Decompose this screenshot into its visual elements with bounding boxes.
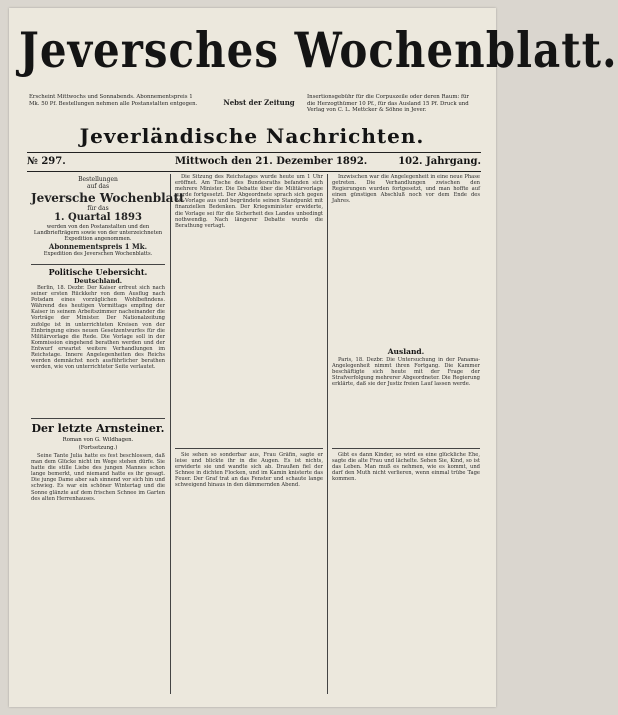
masthead-right-notice: Insertionsgebühr für die Corpuszeile oder deren Raum: für die Herzogthümer 10 Pf., für das Ausland 15 Pf. Druck und Verlag von C. L. Mettcker & Söhne in Jever.: [307, 94, 470, 114]
right-column-bottom: [332, 452, 480, 692]
rule-middle: [175, 448, 323, 449]
politics-paragraph: Berlin, 18. Dezbr. Der Kaiser erfreut sich nach seiner ersten Rückkehr von dem Ausflug nach Potsdam eines vorzüglichen Wohlbefindens. Während des heutigen Vormittags empfing der Kaiser in seinem Arbeitszimmer nacheinander die Vorträge der Minister. Der Nationalzeitung zufolge ist in unterrichteten Kreisen von der Einbringung eines neuen Gesetzentwurfes für die Militärvorlage die Rede. Die Vorlage soll in der Kommission eingehend berathen werden und der Entwurf erwartet weitere Verhandlungen im Reichstage. Innere Angelegenheiten des Reichs werden demnächst noch ausführlicher berathen werden, wie von unterrichteter Seite verlautet.: [31, 285, 165, 371]
feuilleton-author: Roman von G. Wildhagen.: [62, 437, 134, 443]
subscription-line1: Bestellungen: [78, 176, 118, 183]
masthead-left-notice: Erscheint Mittwochs und Sonnabends. Abonnementspreis 1 Mk. 50 Pf. Bestellungen nehmen alle Postanstalten entgegen.: [29, 94, 198, 107]
subscription-title: Jeversche Wochenblatt: [31, 191, 185, 205]
right-column-top: [332, 174, 480, 344]
foreign-paragraph: Paris, 18. Dezbr. Die Untersuchung in der Panama-Angelegenheit nimmt ihren Fortgang. Die Kammer beschäftigte sich heute mit der Frage der Strafverfolgung mehrerer Abgeordneter. Die Regierung erklärte, daß sie der Justiz freien Lauf lassen werde.: [332, 357, 480, 388]
rule-right: [332, 448, 480, 449]
issue-number: № 297.: [27, 156, 66, 167]
column-divider-1: [170, 174, 171, 694]
right-bottom-paragraph: Gibt es dann Kinder, so wird es eine glückliche Ehe, sagte die alte Frau und lächelte. Sehen Sie, Kind, so ist das Leben. Man muß es nehmen, wie es kommt, und darf den Muth nicht verlieren, wenn einmal trübe Tage kommen.: [332, 452, 480, 483]
subscription-line3: für das: [87, 205, 109, 212]
newspaper-page: [9, 8, 618, 707]
middle-column-bottom: [175, 452, 323, 692]
masthead-subtitle: Jeverländische Nachrichten.: [79, 124, 425, 148]
middle-column-top: [175, 174, 323, 444]
right-column-foreign: [332, 357, 480, 445]
masthead-center-notice: Nebst der Zeitung: [223, 98, 295, 107]
rule-feuilleton: [31, 418, 165, 419]
subscription-line2: auf das: [86, 183, 110, 190]
subscription-quarter: 1. Quartal 1893: [54, 212, 142, 223]
subscription-box: [31, 174, 185, 262]
politics-heading: Politische Uebersicht.: [48, 267, 148, 277]
rule-top: [27, 152, 481, 153]
issue-bar: [27, 156, 481, 170]
feuilleton-text-left: [31, 453, 165, 691]
rule-bottom: [27, 171, 481, 172]
middle-top-paragraph: Die Sitzung des Reichstages wurde heute um 1 Uhr eröffnet. Am Tische des Bundesraths befanden sich mehrere Minister. Die Debatte über die Militärvorlage wurde fortgesetzt. Der Abgeordnete sprach sich gegen die Vorlage aus und begründete seinen Standpunkt mit finanziellen Bedenken. Der Kriegsminister erwiderte, die Vorlage sei für die Sicherheit des Landes unbedingt nothwendig. Nach längerer Debatte wurde die Berathung vertagt.: [175, 174, 323, 229]
subscription-price: Abonnementspreis 1 Mk.: [48, 242, 148, 251]
issue-year: 102. Jahrgang.: [398, 156, 481, 167]
feuilleton-continuation: (Fortsetzung.): [78, 445, 118, 451]
subscription-footer: Expedition des Jeverschen Wochenblatts.: [43, 251, 153, 257]
column-divider-2: [327, 174, 328, 694]
feuilleton-paragraph: Seine Tante Julia hatte es fest beschlossen, daß man dem Glücke nicht im Wege stehen dürfe. Sie hatte die stille Liebe des jungen Mannes schon lange bemerkt, und niemand hatte es ihr gesagt. Die junge Dame aber sah sinnend vor sich hin und schwieg. Es war ein schöner Wintertag und die Sonne glänzte auf dem frischen Schnee im Garten des alten Herrenhauses.: [31, 453, 165, 502]
right-top-paragraph: Inzwischen war die Angelegenheit in eine neue Phase getreten. Die Verhandlungen zwischen den Regierungen wurden fortgesetzt, und man hoffte auf einen günstigen Abschluß noch vor dem Ende des Jahres.: [332, 174, 480, 205]
masthead-title: Jeversches Wochenblatt.: [19, 22, 618, 79]
politics-subheading: Deutschland.: [73, 277, 123, 285]
politics-text: [31, 285, 165, 413]
subscription-text: werden von den Postanstalten und den Landbriefträgern sowie von der unterzeichneten Expedition angenommen.: [33, 224, 163, 242]
rule-box-bottom: [31, 264, 165, 265]
foreign-heading: Ausland.: [387, 347, 425, 356]
issue-date: Mittwoch den 21. Dezember 1892.: [175, 156, 368, 167]
feuilleton-title: Der letzte Arnsteiner.: [31, 422, 165, 435]
middle-bottom-paragraph: Sie sehen so sonderbar aus, Frau Gräfin, sagte er leise und blickte ihr in die Augen. Es ist nichts, erwiderte sie und wandte sich ab. Draußen fiel der Schnee in dichten Flocken, und im Kamin knisterte das Feuer. Der Graf trat an das Fenster und schaute lange schweigend hinaus in den dämmernden Abend.: [175, 452, 323, 489]
